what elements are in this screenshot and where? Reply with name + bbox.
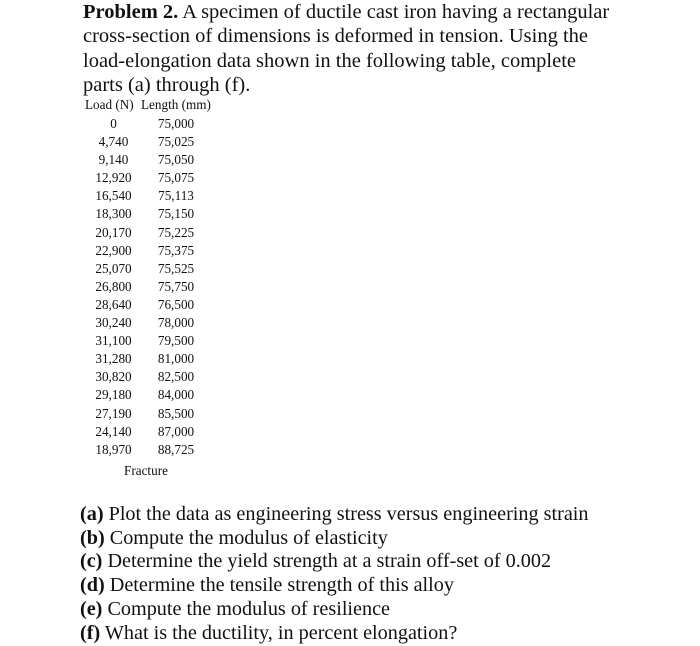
cell-length: 84,000 (157, 387, 195, 403)
cell-length: 75,150 (157, 206, 195, 222)
table-header (85, 95, 211, 115)
table-row (85, 224, 211, 242)
cell-load: 9,140 (98, 152, 129, 168)
cell-length: 85,500 (157, 405, 195, 421)
table-row (85, 115, 211, 133)
part-label: (a) (80, 503, 104, 525)
cell-length: 75,750 (157, 278, 195, 294)
cell-length: 81,000 (157, 351, 195, 367)
part-text: Determine the yield strength at a strain off-set of 0.002 (102, 550, 552, 573)
part-text: Compute the modulus of elasticity (104, 526, 388, 549)
table-body (85, 115, 211, 459)
table-row (85, 386, 211, 404)
cell-length: 75,375 (157, 242, 195, 258)
cell-length: 87,000 (157, 423, 195, 439)
table-row (85, 441, 211, 459)
part-item (80, 550, 588, 574)
part-label: (f) (80, 621, 101, 644)
part-item (80, 503, 588, 527)
part-label: (e) (80, 597, 103, 620)
table-row (85, 133, 211, 151)
cell-length: 76,500 (157, 296, 195, 312)
part-item (80, 574, 588, 598)
cell-load: 16,540 (95, 188, 132, 204)
table-row (85, 205, 211, 223)
cell-load: 4,740 (98, 134, 129, 150)
part-item (80, 622, 588, 646)
cell-load: 26,800 (95, 278, 132, 294)
cell-length: 75,225 (157, 224, 195, 240)
table-row (85, 296, 211, 314)
cell-length: 75,025 (157, 134, 195, 150)
cell-length: 75,075 (157, 170, 195, 186)
table-row (85, 187, 211, 205)
cell-load: 18,970 (95, 441, 132, 457)
problem-line-1 (83, 0, 643, 24)
cell-load: 27,190 (95, 405, 132, 421)
cell-length: 82,500 (157, 369, 195, 385)
cell-length: 79,500 (157, 333, 195, 349)
part-label: (c) (80, 550, 103, 573)
part-text: What is the ductility, in percent elongation? (100, 621, 458, 644)
problem-line-3: load-elongation data shown in the following table, complete (83, 49, 577, 72)
problem-text-1: A specimen of ductile cast iron having a rectangular (178, 1, 610, 23)
cell-length: 75,113 (158, 188, 194, 204)
table-row (85, 350, 211, 368)
cell-load: 0 (110, 116, 117, 131)
problem-parts (80, 503, 588, 645)
cell-load: 31,280 (95, 351, 132, 367)
cell-load: 30,820 (95, 369, 132, 385)
cell-load: 25,070 (95, 260, 132, 276)
table-row (85, 260, 211, 278)
problem-statement (83, 0, 643, 97)
part-text: Compute the modulus of resilience (102, 597, 391, 620)
load-length-table (85, 95, 211, 480)
table-row (85, 242, 211, 260)
part-label: (d) (80, 574, 105, 597)
part-item (80, 598, 588, 622)
cell-load: 20,170 (95, 224, 132, 240)
fracture-label: Fracture (124, 462, 168, 478)
part-label: (b) (80, 526, 105, 549)
problem-title: Problem 2. (83, 1, 179, 23)
table-row (85, 314, 211, 332)
problem-line-2: cross-section of dimensions is deformed in tension. Using the (83, 25, 589, 48)
cell-load: 18,300 (95, 206, 132, 222)
cell-length: 75,000 (157, 116, 195, 131)
cell-load: 22,900 (95, 242, 132, 258)
cell-length: 78,000 (157, 315, 195, 331)
cell-length: 88,725 (157, 441, 195, 457)
problem-line-4: parts (a) through (f). (83, 73, 251, 96)
cell-load: 30,240 (95, 315, 132, 331)
table-row (85, 169, 211, 187)
cell-load: 31,100 (95, 333, 132, 349)
header-load: Load (N) (85, 97, 134, 112)
part-text: Plot the data as engineering stress versus engineering strain (103, 503, 589, 525)
table-row (85, 405, 211, 423)
cell-load: 28,640 (95, 296, 132, 312)
header-length: Length (mm) (141, 97, 211, 112)
cell-load: 29,180 (95, 387, 132, 403)
table-row (85, 278, 211, 296)
table-row (85, 368, 211, 386)
cell-load: 12,920 (95, 170, 132, 186)
cell-load: 24,140 (95, 423, 132, 439)
table-row (85, 332, 211, 350)
part-item (80, 527, 588, 551)
table-row (85, 423, 211, 441)
part-text: Determine the tensile strength of this alloy (104, 574, 454, 597)
table-row (85, 151, 211, 169)
cell-length: 75,050 (157, 152, 195, 168)
cell-length: 75,525 (157, 260, 195, 276)
